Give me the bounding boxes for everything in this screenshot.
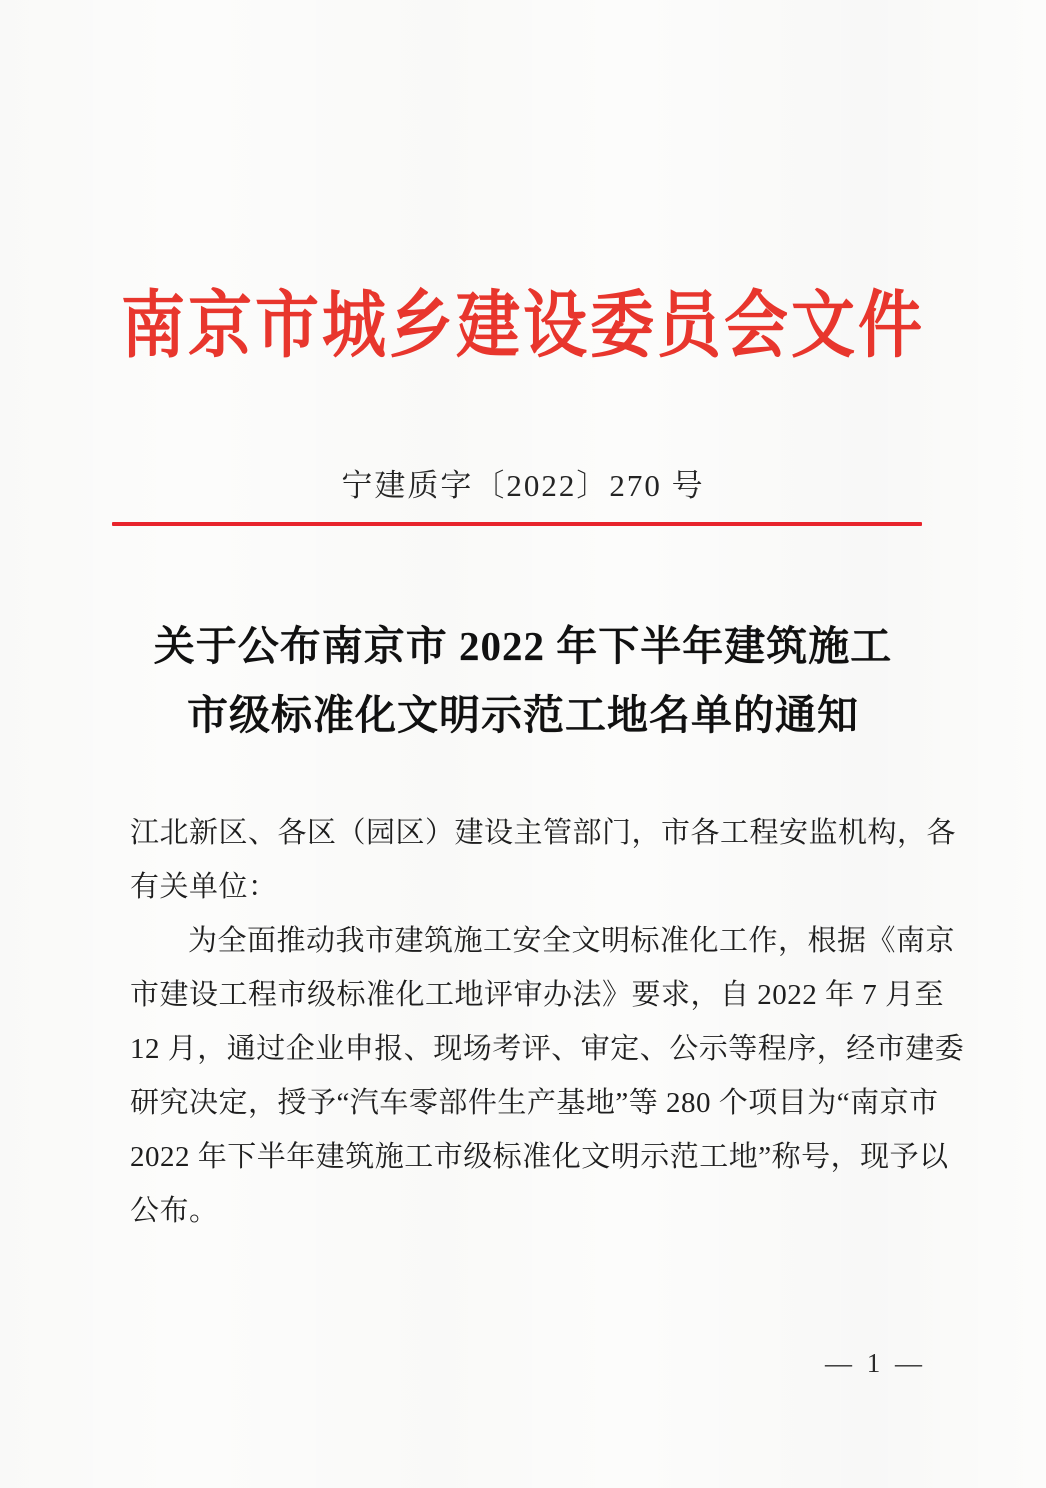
body-text-line: 12 月，通过企业申报、现场考评、审定、公示等程序，经市建委: [130, 1033, 965, 1065]
body-text-line: 市建设工程市级标准化工地评审办法》要求，自 2022 年 7 月至: [130, 979, 945, 1011]
red-divider-line: [112, 522, 922, 526]
letterhead-title: 南京市城乡建设委员会文件: [121, 285, 925, 367]
notice-title: [0, 612, 1046, 750]
body-text-line: 公布。: [130, 1195, 219, 1227]
salutation-line: 江北新区、各区（园区）建设主管部门，市各工程安监机构，各: [130, 817, 957, 849]
body-text-line: 2022 年下半年建筑施工市级标准化文明示范工地”称号，现予以: [130, 1141, 949, 1173]
salutation-line: 有关单位：: [130, 871, 278, 903]
page-number: — 1 —: [825, 1348, 926, 1378]
body-text-line: 研究决定，授予“汽车零部件生产基地”等 280 个项目为“南京市: [130, 1087, 939, 1119]
notice-title-line-2: 市级标准化文明示范工地名单的通知: [187, 692, 859, 738]
body-text: [130, 806, 965, 1238]
notice-title-line-1: 关于公布南京市 2022 年下半年建筑施工: [153, 623, 893, 669]
document-number: 宁建质字〔2022〕270 号: [341, 468, 705, 503]
body-text-line: 为全面推动我市建筑施工安全文明标准化工作，根据《南京: [188, 925, 956, 957]
